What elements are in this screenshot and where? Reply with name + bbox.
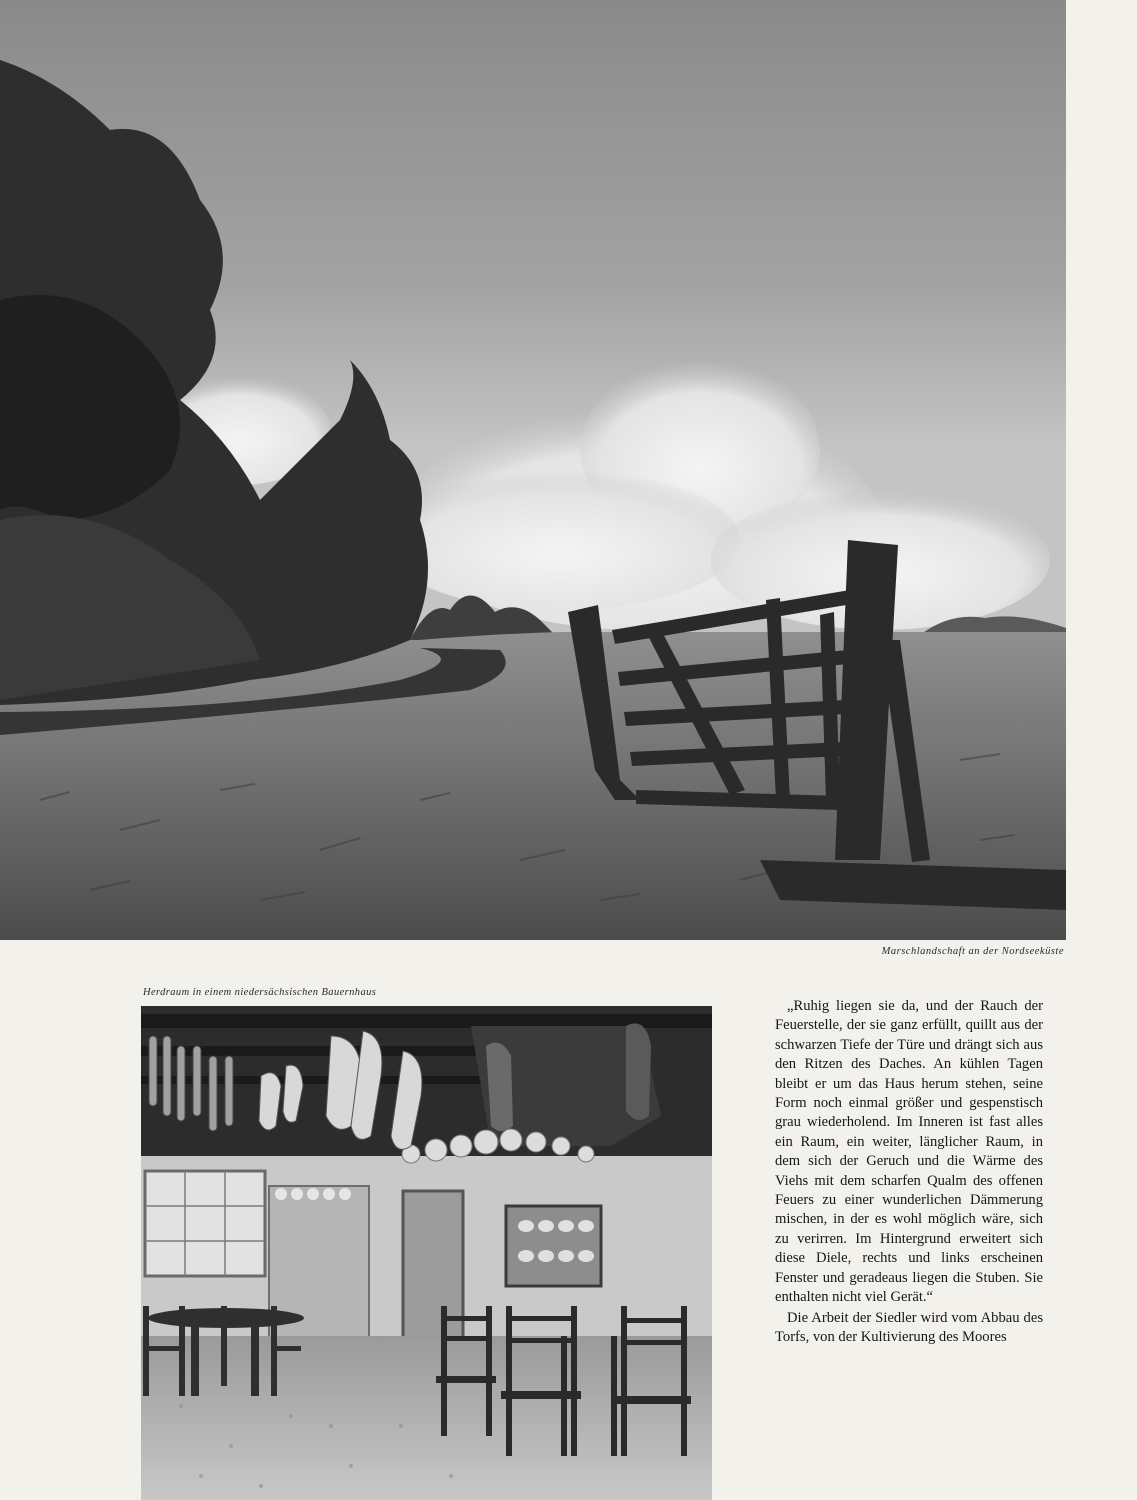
article-paragraph-settlers: Die Arbeit der Siedler wird vom Abbau des Torfs, von der Kultivierung des Moores	[775, 1309, 1043, 1345]
photo-caption-marsh: Marschlandschaft an der Nordseeküste	[881, 946, 1064, 957]
photo-caption-hearth-room: Herdraum in einem niedersächsischen Bauernhaus	[143, 987, 377, 998]
photo-hearth-room	[141, 1006, 712, 1500]
article-paragraph-quote: „Ruhig liegen sie da, und der Rauch der Feuerstelle, der sie ganz erfüllt, quillt aus der schwarzen Tiefe der Türe und drängt sich aus den Ritzen des Daches. An kühlen Tagen bleibt er um das Haus herum stehen, seine Form noch einmal größer und gespenstisch grau wiederholend. Im Inneren ist fast alles ein Raum, ein weiter, länglicher Raum, in dem sich der Geruch und die Wärme des Viehs mit dem scharfen Qualm des offenen Feuers zu einer wunderlichen Dämmerung mischen, in der es wohl möglich wäre, sich zu verirren. Im Hintergrund erweitert sich diese Diele, rechts und links erscheinen Fenster und geradeaus liegen die Stuben. Sie enthalten nicht viel Gerät.“	[775, 998, 1043, 1306]
hearth-room-image	[141, 1006, 712, 1500]
article-text-column	[775, 997, 1043, 1347]
